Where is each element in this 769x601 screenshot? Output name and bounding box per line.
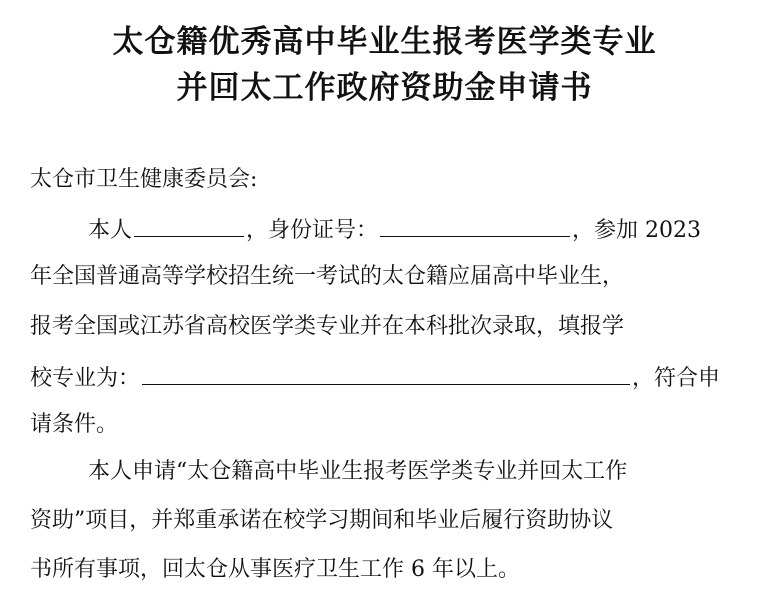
text-segment: ，身份证号：: [246, 218, 379, 243]
document-title-line-1: 太仓籍优秀高中毕业生报考医学类专业: [112, 24, 657, 60]
paragraph-1-line-4: [30, 362, 720, 394]
text-segment: ，符合申: [632, 366, 721, 391]
paragraph-1-line-2: 年全国普通高等学校招生统一考试的太仓籍应届高中毕业生，: [30, 264, 625, 289]
name-blank: [134, 214, 244, 237]
id-number-blank: [380, 214, 570, 237]
text-segment: 校专业为：: [30, 366, 141, 391]
paragraph-1-line-5: 请条件。: [30, 412, 119, 437]
paragraph-1-line-3: 报考全国或江苏省高校医学类专业并在本科批次录取，填报学: [30, 314, 625, 339]
document-title-line-2: 并回太工作政府资助金申请书: [176, 70, 593, 106]
addressee: 太仓市卫生健康委员会:: [30, 167, 258, 192]
text-segment: 本人: [88, 218, 133, 243]
paragraph-2-line-3: 书所有事项，回太仓从事医疗卫生工作 6 年以上。: [30, 557, 520, 582]
paragraph-1-line-1: [88, 214, 701, 246]
school-major-blank: [142, 362, 630, 385]
paragraph-2-line-2: 资助”项目，并郑重承诺在校学习期间和毕业后履行资助协议: [30, 508, 614, 533]
paragraph-2-line-1: 本人申请“太仓籍高中毕业生报考医学类专业并回太工作: [88, 459, 628, 484]
text-segment: ，参加 2023: [572, 218, 702, 243]
